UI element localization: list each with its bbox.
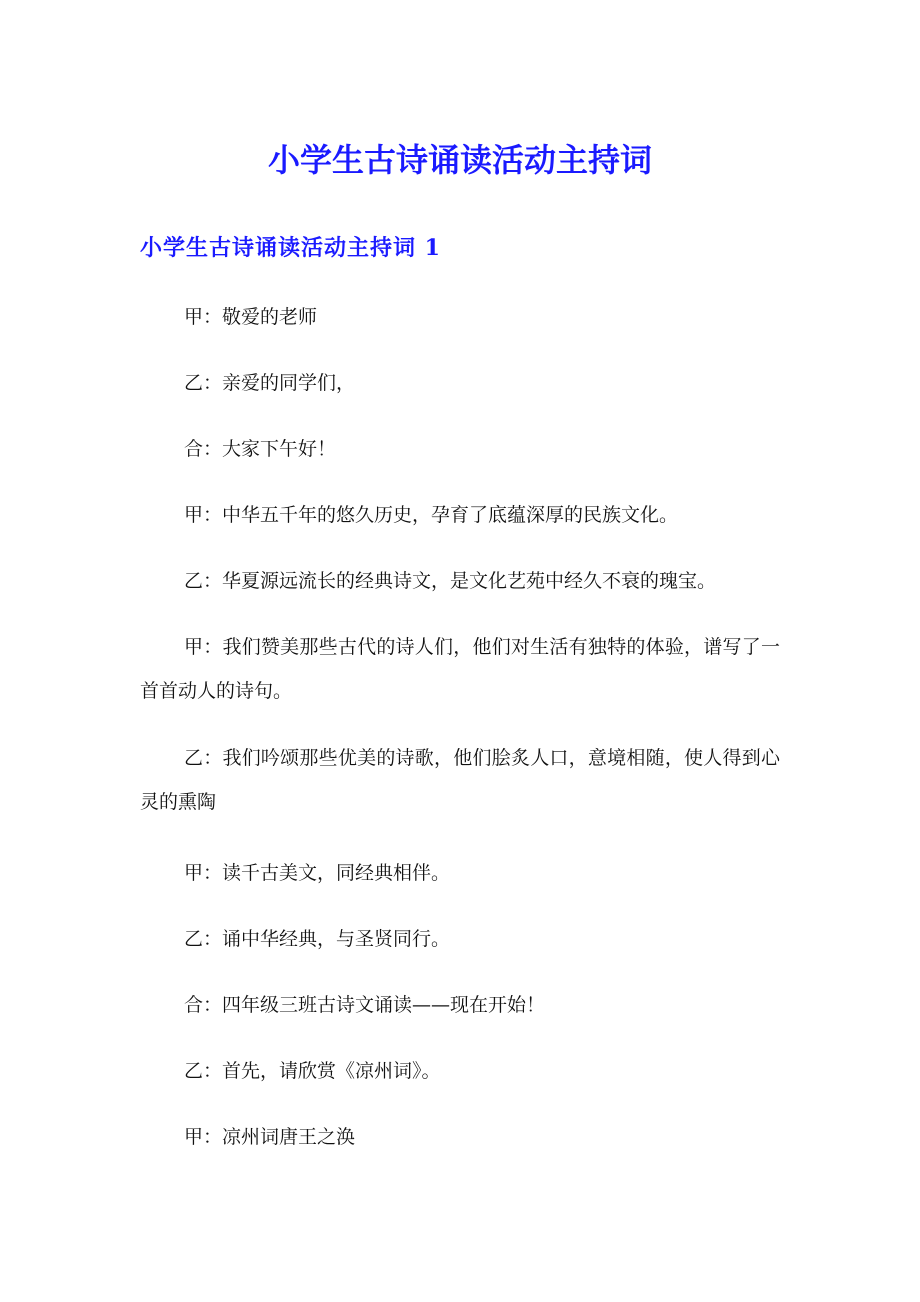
paragraph: 甲：凉州词唐王之涣	[184, 1126, 356, 1148]
paragraph: 乙：亲爱的同学们，	[184, 372, 356, 394]
paragraph: 甲：我们赞美那些古代的诗人们，他们对生活有独特的体验，谱写了一首首动人的诗句。	[140, 636, 780, 702]
paragraph: 乙：诵中华经典，与圣贤同行。	[184, 928, 451, 950]
paragraph: 合：大家下午好！	[184, 438, 337, 460]
paragraph: 甲：敬爱的老师	[184, 306, 318, 328]
paragraph: 乙：华夏源远流长的经典诗文，是文化艺苑中经久不衰的瑰宝。	[184, 570, 717, 592]
section-heading: 小学生古诗诵读活动主持词 1	[140, 235, 441, 261]
paragraph: 合：四年级三班古诗文诵读——现在开始！	[184, 994, 546, 1016]
paragraph: 乙：首先，请欣赏《凉州词》。	[184, 1060, 441, 1082]
paragraph: 甲：读千古美文，同经典相伴。	[184, 862, 451, 884]
paragraph: 甲：中华五千年的悠久历史，孕育了底蕴深厚的民族文化。	[184, 504, 679, 526]
paragraph: 乙：我们吟颂那些优美的诗歌，他们脍炙人口，意境相随，使人得到心灵的熏陶	[140, 747, 780, 813]
document-title: 小学生古诗诵读活动主持词	[267, 141, 652, 179]
